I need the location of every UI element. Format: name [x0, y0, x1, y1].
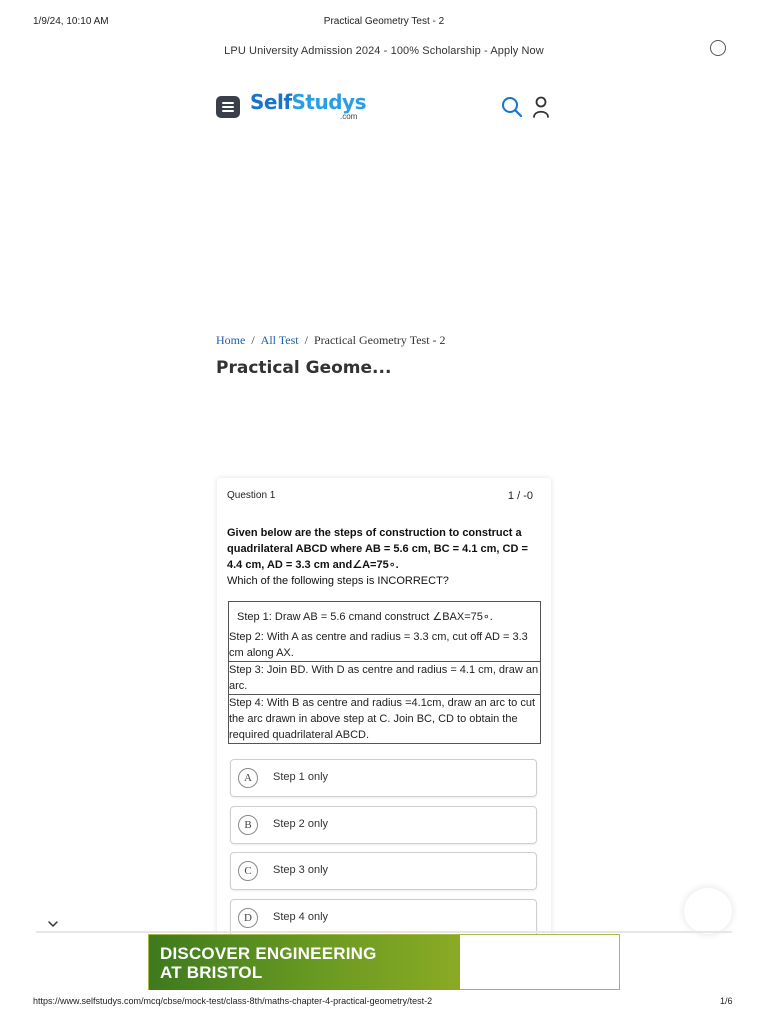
question-label: Question 1: [227, 490, 276, 501]
step-row: Step 4: With B as centre and radius =4.1cm, draw an arc to cut the arc drawn in above step at C. Join BC, CD to obtain the required quadrilateral ABCD.: [229, 694, 540, 743]
search-icon[interactable]: [500, 95, 524, 119]
option-text: Step 4 only: [273, 911, 329, 923]
question-statement: Given below are the steps of construction to construct a quadrilateral ABCD where AB = 5.6 cm, BC = 4.1 cm, CD = 4.4 cm, AD = 3.3 cm and∠A=75∘.: [227, 527, 528, 571]
navbar: [216, 88, 552, 128]
footer-page-number: 1/6: [720, 996, 733, 1006]
print-date: 1/9/24, 10:10 AM: [33, 16, 109, 27]
print-header: [0, 16, 768, 30]
print-title: Practical Geometry Test - 2: [323, 16, 445, 27]
logo-text-self: Self: [250, 90, 292, 114]
option-letter-badge: B: [238, 815, 258, 835]
breadcrumb: [216, 333, 446, 348]
menu-icon[interactable]: [216, 96, 240, 118]
footer-url: https://www.selfstudys.com/mcq/cbse/mock-test/class-8th/maths-chapter-4-practical-geometry/test-2: [33, 996, 433, 1006]
breadcrumb-home-link[interactable]: Home: [216, 333, 246, 347]
option-letter-badge: D: [238, 908, 258, 928]
advertisement-banner[interactable]: [148, 934, 620, 990]
steps-table: [228, 601, 541, 744]
option-text: Step 2 only: [273, 818, 329, 830]
breadcrumb-all-test-link[interactable]: All Test: [260, 333, 299, 347]
logo-subtext: .com: [340, 112, 358, 121]
breadcrumb-separator: /: [304, 333, 308, 347]
option-text: Step 1 only: [273, 771, 329, 783]
option-a[interactable]: [230, 759, 537, 797]
ad-headline-line1: DISCOVER ENGINEERING: [160, 944, 377, 963]
question-prompt: Which of the following steps is INCORRECT?: [227, 575, 449, 587]
page-title: Practical Geome...: [216, 358, 392, 378]
option-letter-badge: C: [238, 861, 258, 881]
step-row: Step 3: Join BD. With D as centre and radius = 4.1 cm, draw an arc.: [229, 661, 540, 694]
ad-image: [149, 935, 460, 990]
question-counter: 1 / -0: [507, 490, 533, 502]
promo-circle-icon[interactable]: [710, 40, 726, 56]
ad-headline-line2: AT BRISTOL: [160, 963, 263, 982]
promo-banner-link[interactable]: LPU University Admission 2024 - 100% Scholarship - Apply Now: [224, 45, 544, 57]
divider: [36, 931, 732, 933]
logo-text-studys: Studys: [291, 90, 366, 114]
question-card: [217, 478, 551, 938]
floating-action-button[interactable]: [684, 888, 732, 934]
breadcrumb-separator: /: [251, 333, 255, 347]
option-c[interactable]: [230, 852, 537, 890]
step-row: Step 1: Draw AB = 5.6 cmand construct ∠BAX=75∘.: [237, 611, 493, 623]
user-icon[interactable]: [530, 95, 552, 119]
option-text: Step 3 only: [273, 864, 329, 876]
option-letter-badge: A: [238, 768, 258, 788]
chevron-down-icon[interactable]: [47, 918, 59, 930]
question-text: [227, 525, 541, 589]
site-logo[interactable]: [250, 90, 366, 114]
step-row: Step 2: With A as centre and radius = 3.3 cm, cut off AD = 3.3 cm along AX.: [229, 631, 528, 659]
breadcrumb-current: Practical Geometry Test - 2: [313, 333, 446, 347]
option-b[interactable]: [230, 806, 537, 844]
